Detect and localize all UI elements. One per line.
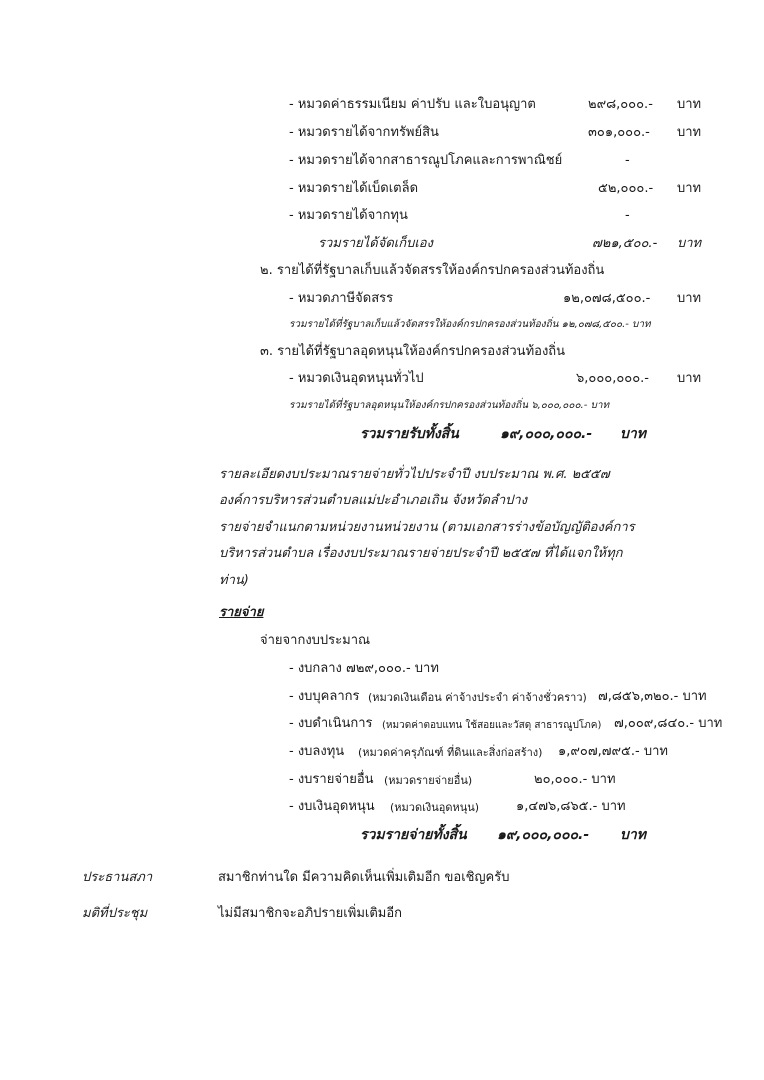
capital-label: - หมวดรายได้จากทุน bbox=[289, 208, 408, 223]
fees-unit: บาท bbox=[677, 97, 702, 112]
expense-grand-label: รวมรายจ่ายทั้งสิ้น bbox=[360, 827, 467, 843]
expense-investment-label: - งบลงทุน bbox=[289, 744, 345, 759]
allocated-total: รวมรายได้ที่รัฐบาลเก็บแล้วจัดสรรให้องค์กรปกครองส่วนท้องถิ่น ๑๒,๐๗๘,๕๐๐.- บาท bbox=[289, 319, 651, 330]
own-revenue-total-unit: บาท bbox=[677, 236, 702, 251]
allocated-heading: ๒. รายได้ที่รัฐบาลเก็บแล้วจัดสรรให้องค์กรปกครองส่วนท้องถิ่น bbox=[260, 263, 605, 278]
income-grand-amount: ๑๙,๐๐๐,๐๐๐.- bbox=[500, 426, 593, 442]
resolution-text: ไม่มีสมาชิกจะอภิปรายเพิ่มเติมอีก bbox=[218, 906, 403, 921]
expense-operation-category: (หมวดค่าตอบแทน ใช้สอยและวัสดุ สาธารณูปโภค) bbox=[382, 720, 602, 731]
expense-subheading: จ่ายจากงบประมาณ bbox=[260, 633, 371, 648]
fees-amount: ๒๙๘,๐๐๐.- bbox=[588, 97, 653, 112]
expense-personnel-label: - งบบุคลากร bbox=[289, 689, 360, 704]
subsidy-general-label: - หมวดเงินอุดหนุนทั่วไป bbox=[289, 371, 424, 386]
property-unit: บาท bbox=[677, 125, 702, 140]
expense-personnel-category: (หมวดเงินเดือน ค่าจ้างประจำ ค่าจ้างชั่วคราว) bbox=[368, 691, 587, 704]
expense-grand-amount: ๑๙,๐๐๐,๐๐๐.- bbox=[497, 827, 590, 843]
paragraph-line-3: รายจ่ายจำแนกตามหน่วยงานหน่วยงาน (ตามเอกสารร่างข้อบัญญัติองค์การ bbox=[219, 520, 635, 535]
own-revenue-total-amount: ๗๒๑,๕๐๐.- bbox=[592, 236, 658, 251]
expense-other-amount: ๒๐,๐๐๐.- บาท bbox=[534, 772, 616, 787]
expense-operation-amount: ๗,๐๐๙,๘๔๐.- บาท bbox=[614, 716, 723, 731]
property-label: - หมวดรายได้จากทรัพย์สิน bbox=[289, 125, 439, 140]
expense-subsidy-amount: ๑,๔๗๖,๘๖๕.- บาท bbox=[516, 799, 626, 814]
fees-label: - หมวดค่าธรรมเนียม ค่าปรับ และใบอนุญาต bbox=[289, 97, 536, 112]
paragraph-line-1: รายละเอียดงบประมาณรายจ่ายทั่วไปประจำปี งบประมาณ พ.ศ. ๒๕๕๗ bbox=[219, 467, 610, 482]
expense-other-label: - งบรายจ่ายอื่น bbox=[289, 772, 374, 787]
chair-label: ประธานสภา bbox=[82, 870, 153, 885]
chair-text: สมาชิกท่านใด มีความคิดเห็นเพิ่มเติมอีก ขอเชิญครับ bbox=[218, 870, 510, 885]
misc-label: - หมวดรายได้เบ็ดเตล็ด bbox=[289, 181, 419, 196]
paragraph-line-4: บริหารส่วนตำบล เรื่องงบประมาณรายจ่ายประจำปี ๒๕๕๗ ที่ได้แจกให้ทุก bbox=[219, 546, 623, 561]
subsidy-heading: ๓. รายได้ที่รัฐบาลอุดหนุนให้องค์กรปกครองส่วนท้องถิ่น bbox=[260, 344, 566, 359]
paragraph-line-5: ท่าน) bbox=[219, 573, 249, 588]
expense-central: - งบกลาง ๗๒๙,๐๐๐.- บาท bbox=[289, 661, 439, 676]
resolution-label: มติที่ประชุม bbox=[82, 906, 148, 921]
subsidy-general-amount: ๖,๐๐๐,๐๐๐.- bbox=[576, 371, 649, 386]
expense-personnel-amount: ๗,๘๕๖,๓๒๐.- บาท bbox=[598, 689, 707, 704]
paragraph-line-2: องค์การบริหารส่วนตำบลแม่ปะอำเภอเถิน จังหวัดลำปาง bbox=[219, 493, 528, 508]
utilities-amount: - bbox=[625, 153, 630, 168]
subsidy-general-unit: บาท bbox=[677, 371, 702, 386]
income-grand-label: รวมรายรับทั้งสิ้น bbox=[360, 426, 459, 442]
subsidy-total: รวมรายได้ที่รัฐบาลอุดหนุนให้องค์กรปกครองส่วนท้องถิ่น ๖,๐๐๐,๐๐๐.- บาท bbox=[289, 400, 610, 411]
expense-heading: รายจ่าย bbox=[219, 605, 264, 620]
own-revenue-total-label: รวมรายได้จัดเก็บเอง bbox=[318, 236, 433, 251]
utilities-label: - หมวดรายได้จากสาธารณูปโภคและการพาณิชย์ bbox=[289, 153, 563, 168]
expense-investment-amount: ๑,๙๐๗,๗๙๕.- บาท bbox=[558, 744, 668, 759]
expense-operation-label: - งบดำเนินการ bbox=[289, 716, 373, 731]
expense-subsidy-category: (หมวดเงินอุดหนุน) bbox=[390, 801, 480, 814]
income-grand-unit: บาท bbox=[620, 426, 646, 442]
property-amount: ๓๐๑,๐๐๐.- bbox=[588, 125, 650, 140]
capital-amount: - bbox=[625, 208, 630, 223]
allocated-tax-amount: ๑๒,๐๗๘,๕๐๐.- bbox=[563, 291, 651, 306]
allocated-tax-label: - หมวดภาษีจัดสรร bbox=[289, 291, 394, 306]
expense-grand-unit: บาท bbox=[620, 827, 646, 843]
expense-investment-category: (หมวดค่าครุภัณฑ์ ที่ดินและสิ่งก่อสร้าง) bbox=[358, 746, 543, 759]
misc-unit: บาท bbox=[677, 181, 702, 196]
expense-subsidy-label: - งบเงินอุดหนุน bbox=[289, 799, 375, 814]
expense-other-category: (หมวดรายจ่ายอื่น) bbox=[384, 774, 473, 787]
allocated-tax-unit: บาท bbox=[677, 291, 702, 306]
misc-amount: ๕๒,๐๐๐.- bbox=[598, 181, 654, 196]
